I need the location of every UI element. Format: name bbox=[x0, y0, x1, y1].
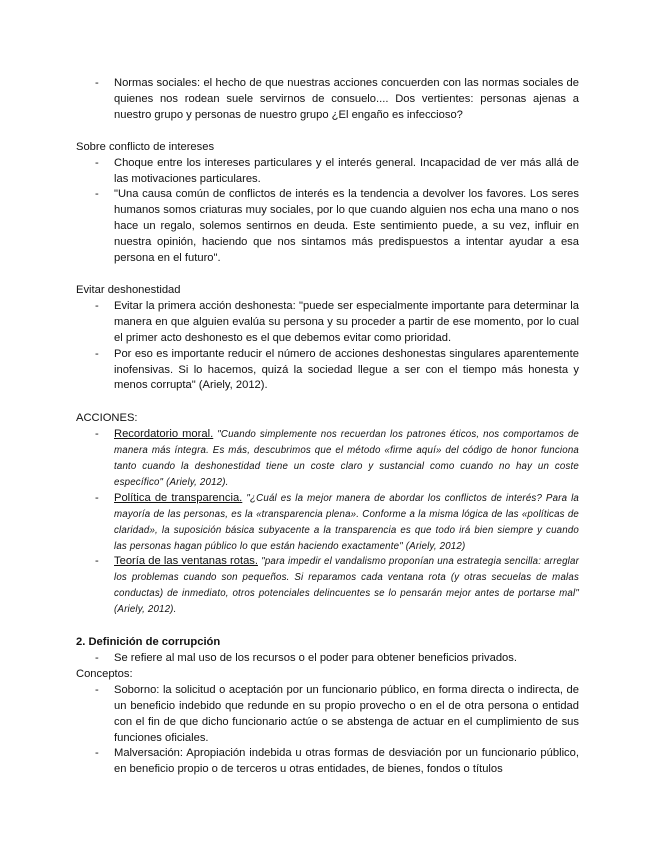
action-item bbox=[76, 491, 579, 555]
action-item bbox=[76, 427, 579, 491]
section-heading-definicion: 2. Definición de corrupción bbox=[76, 636, 221, 649]
evitar-list bbox=[76, 299, 579, 394]
section-label-conflicto: Sobre conflicto de intereses bbox=[76, 140, 215, 153]
conceptos-list bbox=[76, 683, 579, 778]
section-label-evitar: Evitar deshonestidad bbox=[76, 283, 181, 296]
list-item: - Se refiere al mal uso de los recursos o el poder para obtener beneficios privados. bbox=[76, 651, 579, 667]
list-item: - Choque entre los intereses particulares y el interés general. Incapacidad de ver más allá de las motivaciones particulares. bbox=[76, 156, 579, 188]
action-quote: "para impedir el vandalismo proponían una estrategia sencilla: arreglar los problemas cuando son pequeños. Si reparamos cada ventana rota (y otras secuelas de malas conductas) de inmediato, otros potenciales delincuentes se lo pensarán mejor antes de portarse mal" (Ariely, 2012). bbox=[114, 556, 580, 616]
section-label-conceptos: Conceptos: bbox=[76, 667, 133, 680]
list-item: - Normas sociales: el hecho de que nuestras acciones concuerden con las normas sociales de quienes nos rodean suele servirnos de consuelo.... Dos vertientes: personas ajenas a nuestro grupo y personas de nuestro grupo ¿El engaño es infeccioso? bbox=[76, 76, 579, 124]
action-title: Política de transparencia. bbox=[114, 491, 243, 504]
document-page bbox=[76, 76, 579, 778]
list-item: - Malversación: Apropiación indebida u otras formas de desviación por un funcionario público, en beneficio propio o de terceros u otras entidades, de bienes, fondos o títulos bbox=[76, 746, 579, 778]
action-quote: "Cuando simplemente nos recuerdan los patrones éticos, nos comportamos de manera más íntegra. Es más, descubrimos que el método «firme aquí» del código de honor funciona tanto cuando la deshonestidad tiene un coste claro y sustancial como cuando no hay un coste específico" (Ariely, 2012). bbox=[114, 429, 580, 488]
action-quote: "¿Cuál es la mejor manera de abordar los conflictos de interés? Para la mayoría de las personas, es la «transparencia plena». Conforme a la misma lógica de las «políticas de claridad», la suposición básica subyacente a la transparencia es que todo irá bien siempre y cuando las personas hagan público lo que están haciendo exactamente" (Ariely, 2012) bbox=[114, 492, 580, 552]
action-item bbox=[76, 554, 579, 618]
definicion-list bbox=[76, 651, 579, 667]
list-item: - Evitar la primera acción deshonesta: "puede ser especialmente importante para determinar la manera en que alguien evalúa su persona y su proceder a partir de ese momento, por lo cual el primer acto deshonesto es el que debemos evitar como prioridad. bbox=[76, 299, 579, 347]
section-label-acciones: ACCIONES: bbox=[76, 412, 138, 425]
list-item: - "Una causa común de conflictos de interés es la tendencia a devolver los favores. Los seres humanos somos criaturas muy sociales, por lo que cuando alguien nos echa una mano o nos hace un regalo, solemos sentirnos en deuda. Este sentimiento puede, a su vez, influir en nuestra opinión, haciendo que nos sintamos más predispuestos a intentar ayudar a esa persona en el futuro". bbox=[76, 187, 579, 267]
conflicto-list bbox=[76, 156, 579, 267]
action-title: Recordatorio moral. bbox=[114, 428, 214, 441]
acciones-list bbox=[76, 427, 579, 618]
list-item: - Por eso es importante reducir el número de acciones deshonestas singulares aparentemente inofensivas. Si lo hacemos, quizá la sociedad llegue a ser con el tiempo más honesta y menos corrupta" (Ariely, 2012). bbox=[76, 347, 579, 395]
list-item: - Soborno: la solicitud o aceptación por un funcionario público, en forma directa o indirecta, de un beneficio indebido que redunde en su propio provecho o en el de otra persona o entidad con el fin de que dicho funcionario actúe o se abstenga de actuar en el cumplimiento de sus funciones oficiales. bbox=[76, 683, 579, 747]
action-title: Teoría de las ventanas rotas. bbox=[114, 555, 258, 568]
norms-list bbox=[76, 76, 579, 124]
